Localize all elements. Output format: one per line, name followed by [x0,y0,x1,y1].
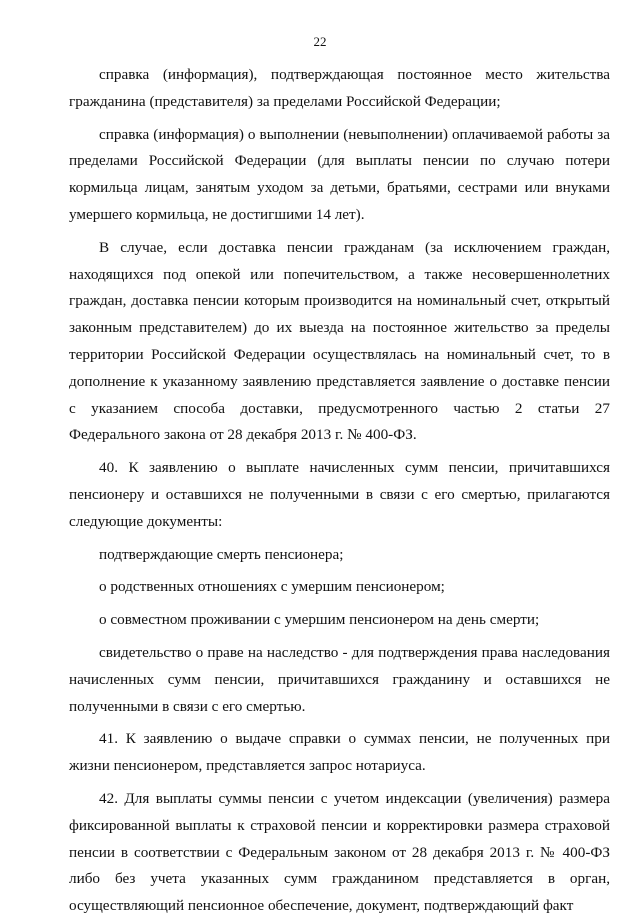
paragraph-nominal-account: В случае, если доставка пенсии гражданам (за исключением граждан, находящихся под опекой или попечительством, а также несовершеннолетних граждан, доставка пенсии которым производится на номинальный счет, открытый законным представителем) до их выезда на постоянное жительство за пределы территории Российской Федерации осуществлялась на номинальный счет, то в дополнение к указанному заявлению представляется заявление о доставке пенсии с указанием способа доставки, предусмотренного частью 2 статьи 27 Федерального закона от 28 декабря 2013 г. № 400-ФЗ. [69,238,610,444]
document-body [69,62,610,920]
paragraph-relationship: о родственных отношениях с умершим пенсионером; [99,578,445,596]
paragraph-inheritance: свидетельство о праве на наследство - для подтверждения права наследования начисленных сумм пенсии, причитавшихся гражданину и оставшихся не полученными в связи с его смертью. [69,643,610,715]
paragraph-item-41: 41. К заявлению о выдаче справки о суммах пенсии, не полученных при жизни пенсионером, представляется запрос нотариуса. [69,730,610,775]
page-number: 22 [313,34,327,49]
paragraph-item-40: 40. К заявлению о выплате начисленных сумм пенсии, причитавшихся пенсионеру и оставшихся не полученными в связи с его смертью, прилагаются следующие документы: [69,459,610,530]
paragraph-item-42: 42. Для выплаты суммы пенсии с учетом индексации (увеличения) размера фиксированной выплаты к страховой пенсии и корректировки размера страховой пенсии в соответствии с Федеральным законом от 28 декабря 2013 г. № 400-ФЗ либо без учета указанных сумм гражданином представляется в орган, осуществляющий пенсионное обеспечение, документ, подтверждающий факт [69,789,610,915]
paragraph-work-certificate: справка (информация) о выполнении (невыполнении) оплачиваемой работы за пределами Российской Федерации (для выплаты пенсии по случаю потери кормильца лицам, занятым уходом за детьми, братьями, сестрами или внуками умершего кормильца, не достигшими 14 лет). [69,125,610,223]
paragraph-cohabitation: о совместном проживании с умершим пенсионером на день смерти; [99,611,540,629]
paragraph-death-confirmation: подтверждающие смерть пенсионера; [99,545,344,563]
paragraph-residence-certificate: справка (информация), подтверждающая постоянное место жительства гражданина (представителя) за пределами Российской Федерации; [69,66,610,110]
